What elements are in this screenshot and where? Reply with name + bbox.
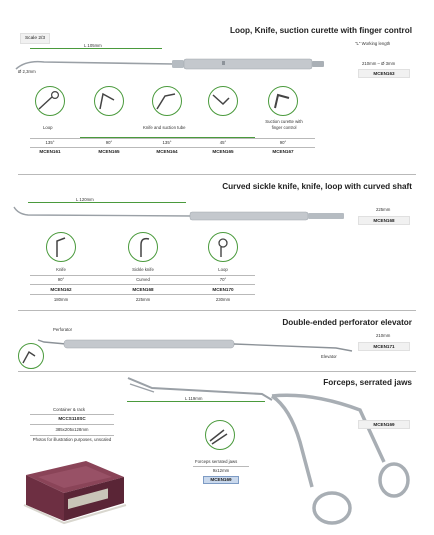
tip-label-loop: Loop xyxy=(43,125,53,130)
tip-label: Knife xyxy=(56,267,66,272)
section1-code: MCEN163 xyxy=(358,69,410,78)
tip-code: MCEN162 xyxy=(50,287,72,292)
tip-code: MCEN170 xyxy=(212,287,234,292)
knife-tip-icon xyxy=(153,87,180,114)
jaws-code-highlighted: MCEN169 xyxy=(203,476,239,484)
tip-knife-90-circle xyxy=(94,86,124,116)
divider xyxy=(30,147,315,148)
elevator-label: Elevator xyxy=(321,354,337,359)
tip-angle: 45° xyxy=(219,140,227,145)
tip-label-suction: Suction curette with finger control xyxy=(265,119,303,130)
length-label: L 119mm xyxy=(185,396,203,401)
tip-label: Sickle knife xyxy=(132,267,154,272)
tip-code: MCEN161 xyxy=(39,149,61,154)
tip-angle: 90° xyxy=(279,140,287,145)
knife-group-label: Knife and suction tube xyxy=(143,125,186,130)
divider xyxy=(30,294,255,295)
perforator-elevator-instrument xyxy=(36,334,356,356)
section-divider xyxy=(18,310,416,311)
loop-tip-icon xyxy=(209,233,236,260)
tip-code: MCEN165 xyxy=(98,149,120,154)
section2-title: Curved sickle knife, knife, loop with curved shaft xyxy=(222,182,412,191)
tip-code: MCEN168 xyxy=(132,287,154,292)
suction-tip-icon xyxy=(269,87,296,114)
container-dims: 385x205x128mm xyxy=(55,427,89,432)
divider xyxy=(30,424,114,425)
section3-code: MCEN171 xyxy=(358,342,410,351)
perforator-label: Perforator xyxy=(53,327,73,332)
divider xyxy=(30,414,114,415)
section4-code: MCEN169 xyxy=(358,420,410,429)
jaws-tip-icon xyxy=(206,421,233,448)
tip-label: Loop xyxy=(218,267,228,272)
tip-knife-135-circle xyxy=(152,86,182,116)
section3-spec: 210mm xyxy=(376,333,391,338)
knife-tip-icon xyxy=(47,233,74,260)
loop-tip-icon xyxy=(36,87,63,114)
section2-code: MCEN168 xyxy=(358,216,410,225)
tip-angle: 90° xyxy=(105,140,113,145)
divider xyxy=(30,284,255,285)
knife-tip-icon xyxy=(209,87,236,114)
perforator-tip-icon xyxy=(19,344,42,367)
diameter-label: Ø 2,3mm xyxy=(18,69,36,74)
container-tray-image xyxy=(16,455,128,527)
perforator-tip-circle xyxy=(18,343,44,369)
sickle-tip-icon xyxy=(129,233,156,260)
section1-title: Loop, Knife, suction curette with finger control xyxy=(230,26,412,35)
tip-size: 225mm xyxy=(135,297,151,302)
tip-code: MCEN164 xyxy=(156,149,178,154)
jaws-label: Forceps serrated jaws xyxy=(195,459,238,464)
tip-angle: 70° xyxy=(219,277,227,282)
tip-code: MCEN165 xyxy=(212,149,234,154)
length-dimension-line xyxy=(30,48,162,49)
section4-title: Forceps, serrated jaws xyxy=(323,378,412,387)
scale-badge: Scale 2/3 xyxy=(20,33,50,44)
length-label: L 120mm xyxy=(76,197,94,202)
section1-spec: 210mm – Ø 3mm xyxy=(362,61,396,66)
tip-knife-45-circle xyxy=(208,86,238,116)
section2-spec: 225mm xyxy=(376,207,391,212)
tip-angle: Curved xyxy=(136,277,150,282)
jaws-spec: 9x12mm xyxy=(212,468,230,473)
divider xyxy=(30,275,255,276)
container-code: MCCS110SC xyxy=(58,416,86,421)
length-dimension-line xyxy=(28,202,186,203)
length-label: L 105mm xyxy=(84,43,102,48)
divider xyxy=(30,435,114,436)
tip-angle: 90° xyxy=(57,277,65,282)
suction-curette-instrument xyxy=(14,52,330,74)
container-note: Photos for illustration purposes, unscaled xyxy=(32,437,112,442)
tip-loop-circle xyxy=(35,86,65,116)
divider xyxy=(193,466,249,467)
section-divider xyxy=(18,174,416,175)
tip-loop-circle xyxy=(208,232,238,262)
section3-title: Double-ended perforator elevator xyxy=(282,318,412,327)
knife-tip-icon xyxy=(95,87,122,114)
working-length-note: "L" Working length xyxy=(355,41,391,46)
tip-angle: 135° xyxy=(45,140,55,145)
curved-shaft-instrument xyxy=(12,205,352,221)
tip-size: 230mm xyxy=(215,297,231,302)
container-label: Container & rack xyxy=(53,407,86,412)
tip-angle: 135° xyxy=(162,140,172,145)
tip-knife-circle xyxy=(46,232,76,262)
divider xyxy=(30,138,315,139)
tip-code: MCEN167 xyxy=(272,149,294,154)
tip-sickle-circle xyxy=(128,232,158,262)
tip-suction-circle xyxy=(268,86,298,116)
tip-size: 180mm xyxy=(53,297,69,302)
forceps-instrument xyxy=(122,372,422,535)
serrated-jaws-circle xyxy=(205,420,235,450)
